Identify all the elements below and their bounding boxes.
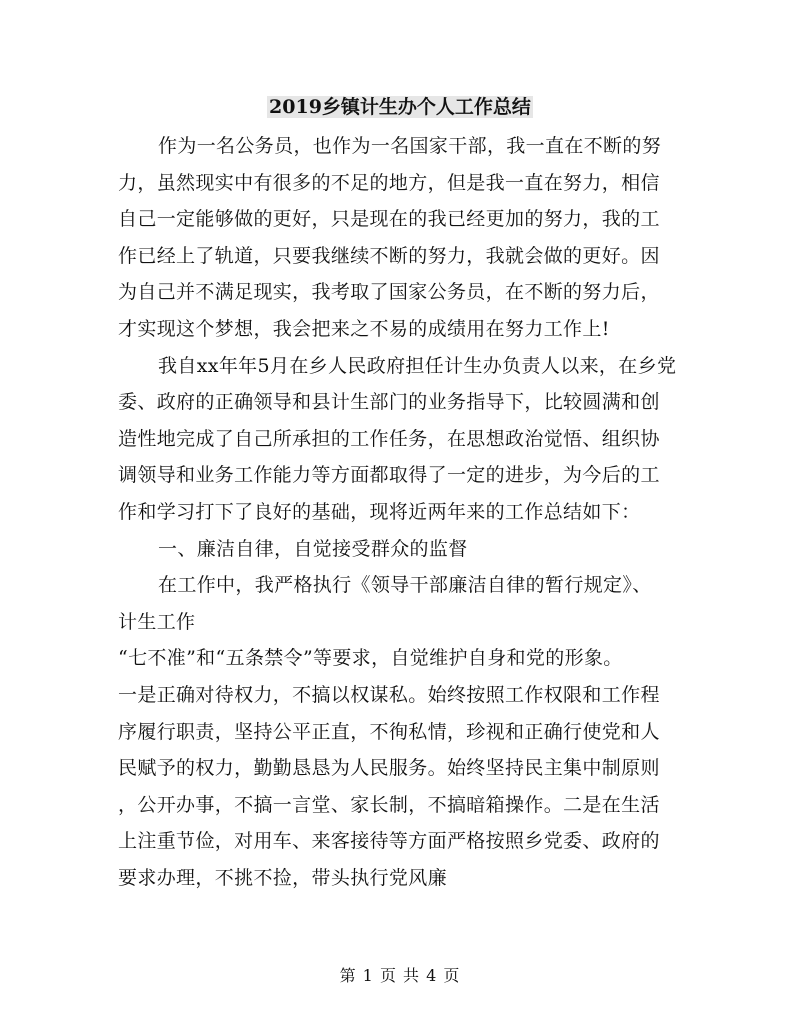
body-line: 要求办理，不挑不捡，带头执行党风廉 [118, 866, 447, 889]
section-heading: 一、廉洁自律，自觉接受群众的监督 [158, 537, 468, 560]
body-line: 委、政府的正确领导和县计生部门的业务指导下，比较圆满和创 [118, 391, 660, 414]
body-line: 为自己并不满足现实，我考取了国家公务员，在不断的努力后， [118, 281, 660, 304]
body-line: 调领导和业务工作能力等方面都取得了一定的进步，为今后的工 [118, 464, 660, 487]
body-line: “七不准”和“五条禁令”等要求，自觉维护自身和党的形象。 [118, 647, 623, 670]
body-line: 序履行职责，坚持公平正直，不徇私情，珍视和正确行使党和人 [118, 720, 660, 743]
body-line: 民赋予的权力，勤勤恳恳为人民服务。始终坚持民主集中制原则 [118, 757, 660, 780]
body-line: 造性地完成了自己所承担的工作任务，在思想政治觉悟、组织协 [118, 427, 660, 450]
body-line: ，公开办事，不搞一言堂、家长制，不搞暗箱操作。二是在生活 [118, 793, 660, 816]
body-line: 才实现这个梦想，我会把来之不易的成绩用在努力工作上! [118, 317, 610, 340]
body-line: 上注重节俭，对用车、来客接待等方面严格按照乡党委、政府的 [118, 830, 660, 853]
document-title [0, 93, 800, 121]
body-line: 我自xx年年5月在乡人民政府担任计生办负责人以来，在乡党 [158, 354, 677, 377]
title-text: 2019乡镇计生办个人工作总结 [269, 96, 531, 118]
body-line: 作和学习打下了良好的基础，现将近两年来的工作总结如下： [118, 500, 641, 523]
body-line: 作已经上了轨道，只要我继续不断的努力，我就会做的更好。因 [118, 244, 660, 267]
body-line: 自己一定能够做的更好，只是现在的我已经更加的努力，我的工 [118, 208, 660, 231]
body-line: 在工作中，我严格执行《领导干部廉洁自律的暂行规定》、 [158, 574, 652, 597]
document-body [118, 128, 690, 896]
body-line: 力，虽然现实中有很多的不足的地方，但是我一直在努力，相信 [118, 171, 660, 194]
body-line: 一是正确对待权力，不搞以权谋私。始终按照工作权限和工作程 [118, 683, 660, 706]
body-line: 计生工作 [118, 610, 196, 633]
page-number-footer: 第 1 页 共 4 页 [339, 966, 461, 985]
body-line: 作为一名公务员，也作为一名国家干部，我一直在不断的努 [158, 135, 662, 157]
